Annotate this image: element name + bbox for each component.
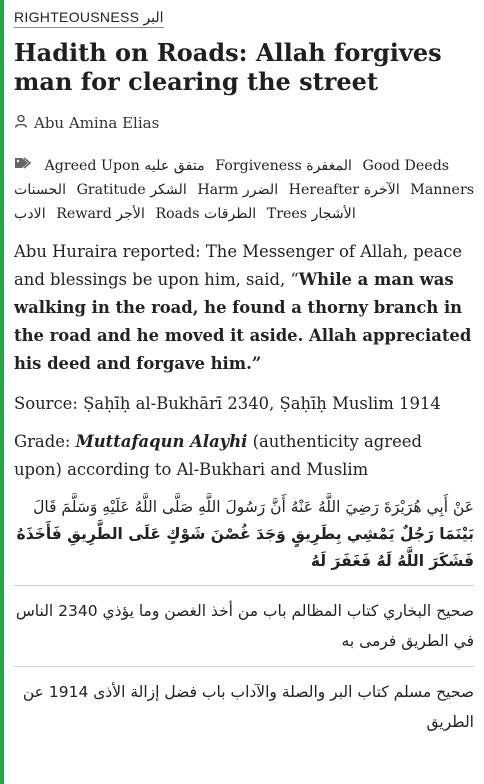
grade-term: Muttafaqun Alayhi (75, 432, 248, 451)
tag-link[interactable]: Forgiveness المغفرة (215, 158, 352, 174)
tag-link[interactable]: Roads الطرقات (155, 206, 257, 222)
tag-link[interactable]: Reward الأجر (56, 206, 145, 222)
hadith-intro: Abu Huraira reported: The Messenger of Allah, peace and blessings be upon him, said, “ (14, 242, 463, 289)
page-title: Hadith on Roads: Allah forgives man for clearing the street (14, 38, 442, 96)
source-line: Source: Ṣaḥīḥ al-Bukhārī 2340, Ṣaḥīḥ Muslim 1914 (14, 394, 441, 413)
tag-line-2 (14, 178, 474, 202)
hadith-quote-close: ” (251, 354, 262, 373)
grade-prefix: Grade: (14, 432, 76, 451)
category-link[interactable]: RIGHTEOUSNESS البر (14, 9, 164, 28)
tag-icon (14, 154, 34, 178)
accent-bar (0, 0, 4, 784)
grade-suffix: (authenticity agreed upon) according to Al-Bukhari and Muslim (14, 432, 422, 479)
arabic-isnad: عَنْ أَبِي هُرَيْرَةَ رَضِيَ اللَّهُ عَنْهُ أَنَّ رَسُولَ اللَّهِ صَلَّى اللَّهُ عَلَيْهِ وَسَلَّمَ قَالَ (33, 498, 474, 516)
arabic-reference-muslim: صحيح مسلم كتاب البر والصلة والآداب باب فضل إزالة الأذى 1914 عن الطريق (22, 683, 474, 731)
divider (14, 666, 474, 667)
tag-line-3 (14, 202, 474, 226)
tag-link[interactable]: الحسنات (14, 182, 67, 198)
tag-link[interactable]: Good Deeds (362, 158, 450, 174)
divider (14, 585, 474, 586)
article (14, 0, 474, 737)
tag-link[interactable]: Manners (410, 182, 475, 198)
tag-line-1 (14, 154, 474, 178)
tag-link[interactable]: Hereafter الآخرة (288, 182, 400, 198)
tag-link[interactable]: Agreed Upon متفق عليه (44, 158, 205, 174)
tag-link[interactable]: Trees الأشجار (266, 206, 356, 222)
tag-link[interactable]: Gratitude الشكر (76, 182, 187, 198)
tag-list (14, 154, 474, 226)
arabic-hadith (14, 494, 474, 575)
arabic-reference-bukhari: صحيح البخاري كتاب المظالم باب من أخذ الغصن وما يؤذي 2340 الناس في الطريق فرمى به (15, 602, 474, 650)
user-icon (14, 114, 28, 132)
tag-link[interactable]: Harm الضرر (197, 182, 279, 198)
hadith-text (14, 238, 474, 378)
hadith-quote: While a man was walking in the road, he found a thorny branch in the road and he moved it aside. Allah appreciated his deed and forgave him. (14, 270, 472, 373)
tag-link[interactable]: الادب (14, 206, 46, 222)
author-name: Abu Amina Elias (34, 114, 160, 132)
arabic-matn: بَيْنَمَا رَجُلٌ يَمْشِي بِطَرِيقٍ وَجَدَ غُصْنَ شَوْكٍ عَلَى الطَّرِيقِ فَأَخَذَهُ فَشَكَرَ اللَّهُ لَهُ فَغَفَرَ لَهُ (16, 525, 474, 570)
author[interactable] (14, 114, 474, 132)
grade-line (14, 428, 474, 484)
